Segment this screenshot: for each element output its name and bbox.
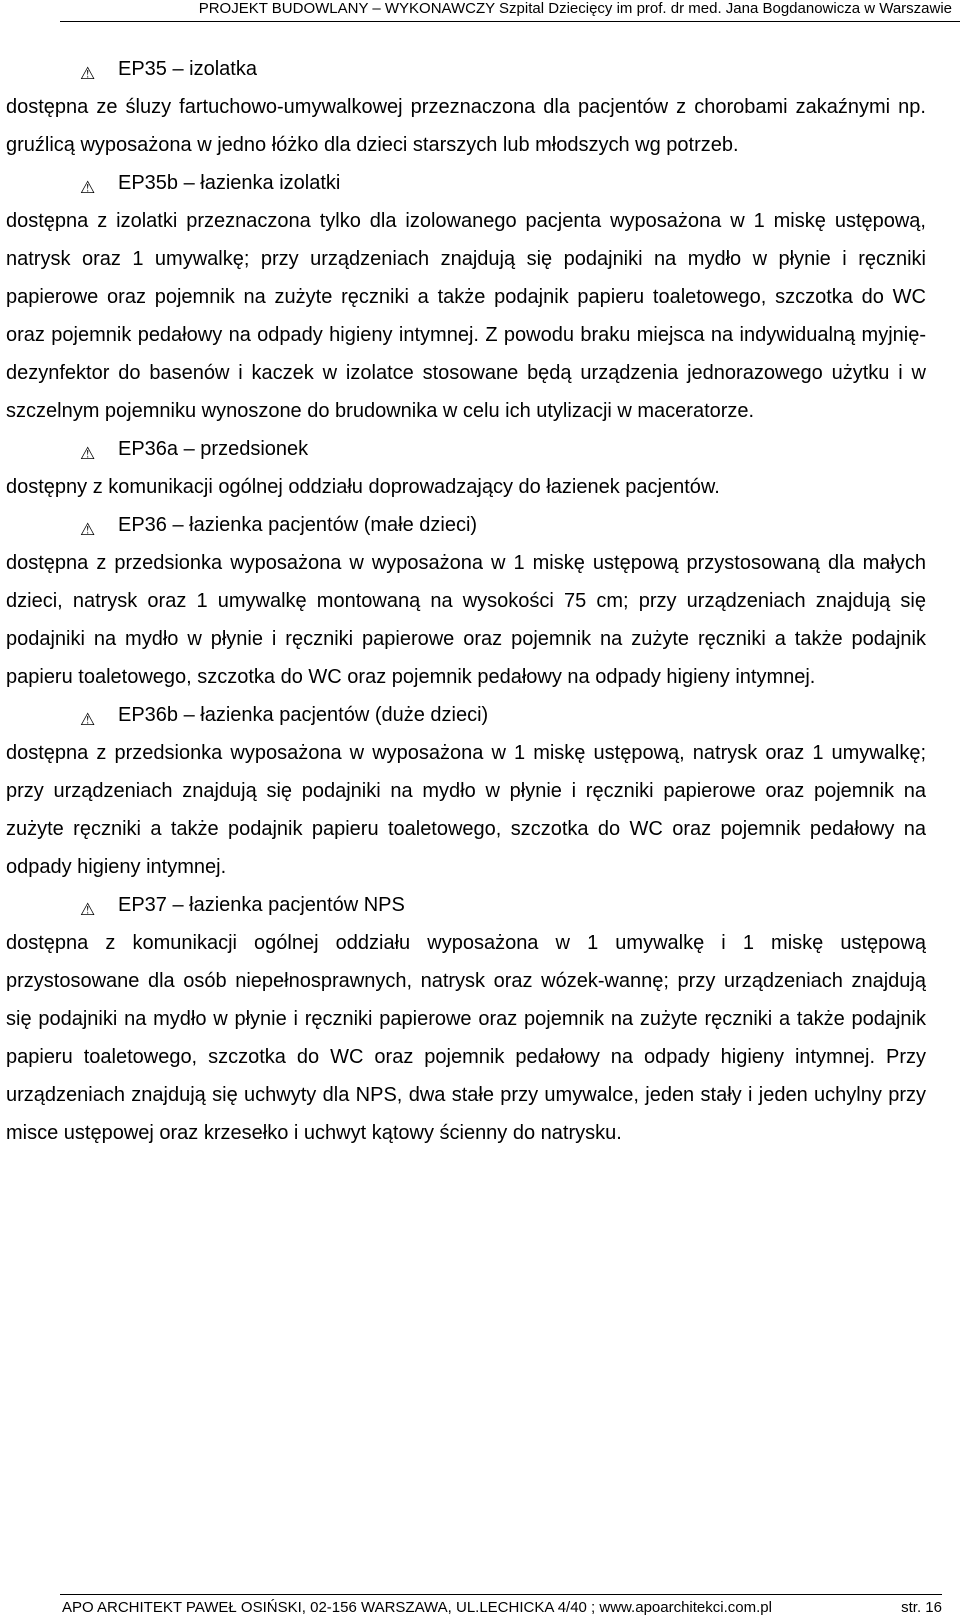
section-heading-text: EP37 – łazienka pacjentów NPS: [118, 894, 405, 916]
section-heading-text: EP36a – przedsionek: [118, 438, 309, 460]
section-heading-text: EP35 – izolatka: [118, 58, 257, 80]
warning-bullet-icon: ⚠: [80, 444, 96, 463]
warning-bullet-icon: ⚠: [80, 64, 96, 83]
section-ep37: [6, 886, 926, 1152]
footer-company: APO ARCHITEKT PAWEŁ OSIŃSKI, 02-156 WARSZAWA, UL.LECHICKA 4/40 ; www.apoarchitekci.com.pl: [62, 1599, 772, 1616]
section-ep36b: [6, 696, 926, 886]
section-ep36a: [6, 430, 926, 506]
section-text: dostępna ze śluzy fartuchowo-umywalkowej przeznaczona dla pacjentów z chorobami zakaźnymi np. gruźlicą wyposażona w jedno łóżko dla dzieci starszych lub młodszych wg potrzeb.: [6, 96, 926, 156]
warning-bullet-icon: ⚠: [80, 178, 96, 197]
section-heading: [6, 430, 926, 468]
warning-bullet-icon: ⚠: [80, 520, 96, 539]
document-body: [6, 50, 926, 1152]
section-text: dostępna z komunikacji ogólnej oddziału wyposażona w 1 umywalkę i 1 miskę ustępową przystosowane dla osób niepełnosprawnych, natrysk oraz wózek-wannę; przy urządzeniach znajdują się podajniki na mydło w płynie i ręczniki papierowe oraz pojemnik na zużyte ręczniki a także podajnik papieru toaletowego, szczotka do WC oraz pojemnik pedałowy na odpady higieny intymnej. Przy urządzeniach znajdują się uchwyty dla NPS, dwa stałe przy umywalce, jeden stały i jeden uchylny przy misce ustępowej oraz krzesełko i uchwyt kątowy ścienny do natrysku.: [6, 932, 926, 1144]
section-heading-text: EP36b – łazienka pacjentów (duże dzieci): [118, 704, 489, 726]
section-ep36: [6, 506, 926, 696]
section-ep35b: [6, 164, 926, 430]
page-header: [0, 0, 960, 22]
section-text: dostępna z izolatki przeznaczona tylko dla izolowanego pacjenta wyposażona w 1 miskę ustępową, natrysk oraz 1 umywalkę; przy urządzeniach znajdują się podajniki na mydło w płynie i ręczniki papierowe oraz pojemnik na zużyte ręczniki a także podajnik papieru toaletowego, szczotka do WC oraz pojemnik pedałowy na odpady higieny intymnej. Z powodu braku miejsca na indywidualną myjnię-dezynfektor do basenów i kaczek w izolatce stosowane będą urządzenia jednorazowego użytku i w szczelnym pojemniku wynoszone do brudownika w celu ich utylizacji w maceratorze.: [6, 210, 926, 422]
section-heading: [6, 164, 926, 202]
header-title: PROJEKT BUDOWLANY – WYKONAWCZY Szpital Dziecięcy im prof. dr med. Jana Bogdanowicza w Warszawie: [198, 0, 952, 17]
header-rule: [60, 21, 960, 22]
section-heading: [6, 506, 926, 544]
section-heading-text: EP35b – łazienka izolatki: [118, 172, 341, 194]
warning-bullet-icon: ⚠: [80, 900, 96, 919]
section-text: dostępny z komunikacji ogólnej oddziału doprowadzający do łazienek pacjentów.: [6, 476, 720, 498]
page-footer: [60, 1594, 942, 1621]
section-ep35: [6, 50, 926, 164]
page-number: str. 16: [901, 1599, 942, 1616]
section-text: dostępna z przedsionka wyposażona w wyposażona w 1 miskę ustępową, natrysk oraz 1 umywalkę; przy urządzeniach znajdują się podajniki na mydło w płynie i ręczniki papierowe oraz pojemnik na zużyte ręczniki a także podajnik papieru toaletowego, szczotka do WC oraz pojemnik pedałowy na odpady higieny intymnej.: [6, 742, 926, 878]
warning-bullet-icon: ⚠: [80, 710, 96, 729]
section-heading: [6, 50, 926, 88]
section-heading: [6, 696, 926, 734]
section-text: dostępna z przedsionka wyposażona w wyposażona w 1 miskę ustępową przystosowaną dla małych dzieci, natrysk oraz 1 umywalkę montowaną na wysokości 75 cm; przy urządzeniach znajdują się podajniki na mydło w płynie i ręczniki papierowe oraz pojemnik na zużyte ręczniki a także podajnik papieru toaletowego, szczotka do WC oraz pojemnik pedałowy na odpady higieny intymnej.: [6, 552, 926, 688]
section-heading-text: EP36 – łazienka pacjentów (małe dzieci): [118, 514, 478, 536]
section-heading: [6, 886, 926, 924]
